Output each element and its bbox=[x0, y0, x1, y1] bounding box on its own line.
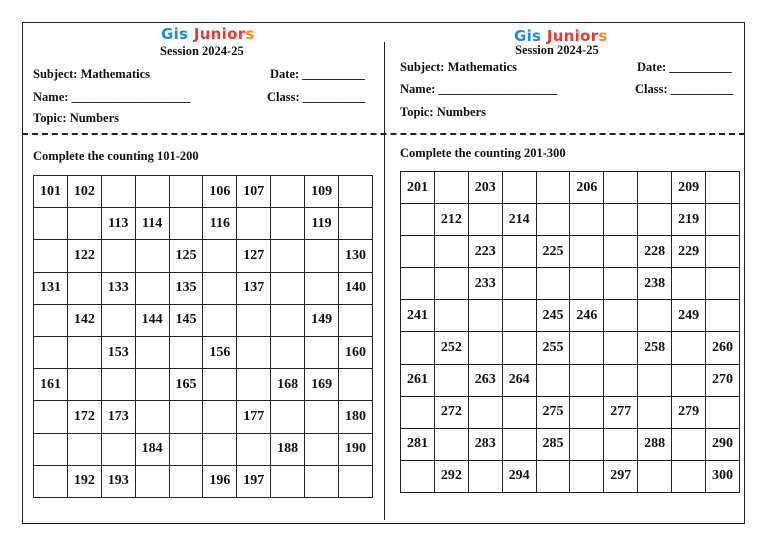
number-cell: 297 bbox=[604, 460, 638, 492]
topic-label: Topic: Numbers bbox=[400, 105, 487, 119]
grid-row bbox=[34, 240, 373, 272]
blank-cell[interactable] bbox=[135, 240, 169, 272]
number-cell: 125 bbox=[169, 240, 203, 272]
number-cell: 131 bbox=[34, 272, 68, 304]
blank-cell[interactable] bbox=[570, 204, 604, 236]
blank-cell[interactable] bbox=[271, 208, 305, 240]
blank-cell[interactable] bbox=[536, 172, 570, 204]
blank-cell[interactable] bbox=[67, 208, 101, 240]
blank-cell[interactable] bbox=[604, 268, 638, 300]
number-cell: 130 bbox=[339, 240, 373, 272]
number-cell: 140 bbox=[339, 272, 373, 304]
blank-cell[interactable] bbox=[339, 304, 373, 336]
blank-cell[interactable] bbox=[305, 465, 339, 497]
blank-cell[interactable] bbox=[135, 272, 169, 304]
number-cell: 219 bbox=[672, 204, 706, 236]
blank-cell[interactable] bbox=[434, 428, 468, 460]
blank-cell[interactable] bbox=[468, 396, 502, 428]
blank-cell[interactable] bbox=[305, 401, 339, 433]
number-cell: 180 bbox=[339, 401, 373, 433]
blank-cell[interactable] bbox=[638, 396, 672, 428]
blank-cell[interactable] bbox=[237, 369, 271, 401]
number-cell: 169 bbox=[305, 369, 339, 401]
blank-cell[interactable] bbox=[339, 465, 373, 497]
blank-cell[interactable] bbox=[638, 172, 672, 204]
grid-row bbox=[401, 268, 740, 300]
number-cell: 101 bbox=[34, 176, 68, 208]
grid-row bbox=[401, 172, 740, 204]
school-logo: Gis Juniors bbox=[514, 27, 608, 45]
name-field: Name: ___________________ bbox=[33, 90, 191, 104]
class-field: Class: __________ bbox=[267, 90, 366, 104]
number-cell: 252 bbox=[434, 332, 468, 364]
number-cell: 107 bbox=[237, 176, 271, 208]
number-cell: 270 bbox=[706, 364, 740, 396]
number-cell: 153 bbox=[101, 336, 135, 368]
number-cell: 113 bbox=[101, 208, 135, 240]
grid-row bbox=[401, 364, 740, 396]
number-cell: 260 bbox=[706, 332, 740, 364]
number-cell: 238 bbox=[638, 268, 672, 300]
blank-cell[interactable] bbox=[570, 268, 604, 300]
number-cell: 272 bbox=[434, 396, 468, 428]
blank-cell[interactable] bbox=[434, 364, 468, 396]
blank-cell[interactable] bbox=[203, 433, 237, 465]
blank-cell[interactable] bbox=[67, 272, 101, 304]
number-cell: 172 bbox=[67, 401, 101, 433]
blank-cell[interactable] bbox=[34, 336, 68, 368]
blank-cell[interactable] bbox=[34, 465, 68, 497]
blank-cell[interactable] bbox=[271, 336, 305, 368]
blank-cell[interactable] bbox=[203, 272, 237, 304]
number-cell: 300 bbox=[706, 460, 740, 492]
number-cell: 209 bbox=[672, 172, 706, 204]
blank-cell[interactable] bbox=[536, 204, 570, 236]
blank-cell[interactable] bbox=[34, 401, 68, 433]
blank-cell[interactable] bbox=[203, 240, 237, 272]
number-cell: 279 bbox=[672, 396, 706, 428]
blank-cell[interactable] bbox=[502, 300, 536, 332]
counting-grid-101-200 bbox=[33, 175, 373, 498]
number-cell: 116 bbox=[203, 208, 237, 240]
number-cell: 184 bbox=[135, 433, 169, 465]
blank-cell[interactable] bbox=[203, 401, 237, 433]
blank-cell[interactable] bbox=[570, 364, 604, 396]
number-cell: 173 bbox=[101, 401, 135, 433]
grid-row bbox=[34, 272, 373, 304]
grid-row bbox=[401, 332, 740, 364]
blank-cell[interactable] bbox=[339, 369, 373, 401]
blank-cell[interactable] bbox=[67, 336, 101, 368]
number-cell: 283 bbox=[468, 428, 502, 460]
number-cell: 225 bbox=[536, 236, 570, 268]
blank-cell[interactable] bbox=[604, 364, 638, 396]
blank-cell[interactable] bbox=[638, 300, 672, 332]
number-cell: 109 bbox=[305, 176, 339, 208]
blank-cell[interactable] bbox=[536, 268, 570, 300]
blank-cell[interactable] bbox=[401, 396, 435, 428]
session-label: Session 2024-25 bbox=[515, 43, 599, 57]
number-cell: 264 bbox=[502, 364, 536, 396]
number-cell: 214 bbox=[502, 204, 536, 236]
blank-cell[interactable] bbox=[339, 208, 373, 240]
number-cell: 144 bbox=[135, 304, 169, 336]
blank-cell[interactable] bbox=[237, 336, 271, 368]
number-cell: 223 bbox=[468, 236, 502, 268]
number-cell: 145 bbox=[169, 304, 203, 336]
number-cell: 290 bbox=[706, 428, 740, 460]
blank-cell[interactable] bbox=[67, 433, 101, 465]
number-cell: 201 bbox=[401, 172, 435, 204]
blank-cell[interactable] bbox=[271, 176, 305, 208]
blank-cell[interactable] bbox=[672, 428, 706, 460]
blank-cell[interactable] bbox=[135, 336, 169, 368]
session-label: Session 2024-25 bbox=[160, 44, 244, 58]
blank-cell[interactable] bbox=[502, 268, 536, 300]
blank-cell[interactable] bbox=[706, 300, 740, 332]
blank-cell[interactable] bbox=[672, 332, 706, 364]
number-cell: 261 bbox=[401, 364, 435, 396]
blank-cell[interactable] bbox=[536, 460, 570, 492]
blank-cell[interactable] bbox=[34, 304, 68, 336]
number-cell: 258 bbox=[638, 332, 672, 364]
number-cell: 294 bbox=[502, 460, 536, 492]
number-cell: 246 bbox=[570, 300, 604, 332]
blank-cell[interactable] bbox=[502, 172, 536, 204]
number-cell: 168 bbox=[271, 369, 305, 401]
blank-cell[interactable] bbox=[237, 208, 271, 240]
blank-cell[interactable] bbox=[237, 304, 271, 336]
number-cell: 192 bbox=[67, 465, 101, 497]
grid-row bbox=[34, 208, 373, 240]
blank-cell[interactable] bbox=[401, 460, 435, 492]
blank-cell[interactable] bbox=[570, 428, 604, 460]
blank-cell[interactable] bbox=[706, 172, 740, 204]
blank-cell[interactable] bbox=[672, 460, 706, 492]
number-cell: 119 bbox=[305, 208, 339, 240]
blank-cell[interactable] bbox=[169, 336, 203, 368]
grid-row bbox=[34, 433, 373, 465]
blank-cell[interactable] bbox=[468, 300, 502, 332]
blank-cell[interactable] bbox=[135, 369, 169, 401]
blank-cell[interactable] bbox=[305, 272, 339, 304]
grid-row bbox=[401, 236, 740, 268]
blank-cell[interactable] bbox=[34, 240, 68, 272]
blank-cell[interactable] bbox=[339, 176, 373, 208]
blank-cell[interactable] bbox=[101, 176, 135, 208]
blank-cell[interactable] bbox=[34, 208, 68, 240]
number-cell: 263 bbox=[468, 364, 502, 396]
dashed-cut-line bbox=[22, 133, 745, 135]
blank-cell[interactable] bbox=[401, 236, 435, 268]
blank-cell[interactable] bbox=[570, 460, 604, 492]
blank-cell[interactable] bbox=[305, 240, 339, 272]
blank-cell[interactable] bbox=[434, 172, 468, 204]
blank-cell[interactable] bbox=[604, 428, 638, 460]
number-cell: 193 bbox=[101, 465, 135, 497]
number-cell: 285 bbox=[536, 428, 570, 460]
number-cell: 288 bbox=[638, 428, 672, 460]
blank-cell[interactable] bbox=[502, 332, 536, 364]
blank-cell[interactable] bbox=[34, 433, 68, 465]
number-cell: 133 bbox=[101, 272, 135, 304]
blank-cell[interactable] bbox=[604, 332, 638, 364]
number-cell: 197 bbox=[237, 465, 271, 497]
blank-cell[interactable] bbox=[502, 428, 536, 460]
date-field: Date: __________ bbox=[637, 60, 732, 74]
subject-label: Subject: Mathematics bbox=[400, 60, 517, 74]
number-cell: 142 bbox=[67, 304, 101, 336]
grid-row bbox=[401, 300, 740, 332]
blank-cell[interactable] bbox=[305, 336, 339, 368]
blank-cell[interactable] bbox=[434, 300, 468, 332]
counting-grid-201-300 bbox=[400, 171, 740, 493]
number-cell: 277 bbox=[604, 396, 638, 428]
blank-cell[interactable] bbox=[67, 369, 101, 401]
date-field: Date: __________ bbox=[270, 67, 365, 81]
number-cell: 188 bbox=[271, 433, 305, 465]
number-cell: 196 bbox=[203, 465, 237, 497]
number-cell: 203 bbox=[468, 172, 502, 204]
number-cell: 161 bbox=[34, 369, 68, 401]
blank-cell[interactable] bbox=[570, 236, 604, 268]
school-logo: Gis Juniors bbox=[161, 25, 255, 43]
blank-cell[interactable] bbox=[169, 433, 203, 465]
number-cell: 137 bbox=[237, 272, 271, 304]
blank-cell[interactable] bbox=[468, 204, 502, 236]
number-cell: 233 bbox=[468, 268, 502, 300]
number-cell: 292 bbox=[434, 460, 468, 492]
blank-cell[interactable] bbox=[203, 304, 237, 336]
blank-cell[interactable] bbox=[169, 208, 203, 240]
blank-cell[interactable] bbox=[706, 396, 740, 428]
blank-cell[interactable] bbox=[271, 272, 305, 304]
blank-cell[interactable] bbox=[203, 369, 237, 401]
number-cell: 156 bbox=[203, 336, 237, 368]
number-cell: 281 bbox=[401, 428, 435, 460]
grid-row bbox=[401, 428, 740, 460]
grid-row bbox=[34, 176, 373, 208]
grid-row bbox=[34, 369, 373, 401]
blank-cell[interactable] bbox=[135, 176, 169, 208]
number-cell: 275 bbox=[536, 396, 570, 428]
blank-cell[interactable] bbox=[237, 433, 271, 465]
blank-cell[interactable] bbox=[135, 401, 169, 433]
grid-row bbox=[34, 401, 373, 433]
blank-cell[interactable] bbox=[271, 465, 305, 497]
blank-cell[interactable] bbox=[706, 236, 740, 268]
name-field: Name: ___________________ bbox=[400, 82, 558, 96]
number-cell: 255 bbox=[536, 332, 570, 364]
class-field: Class: __________ bbox=[635, 82, 734, 96]
blank-cell[interactable] bbox=[604, 204, 638, 236]
blank-cell[interactable] bbox=[101, 240, 135, 272]
number-cell: 149 bbox=[305, 304, 339, 336]
task-instruction: Complete the counting 101-200 bbox=[33, 149, 199, 163]
number-cell: 245 bbox=[536, 300, 570, 332]
number-cell: 228 bbox=[638, 236, 672, 268]
number-cell: 206 bbox=[570, 172, 604, 204]
grid-row bbox=[34, 465, 373, 497]
blank-cell[interactable] bbox=[570, 396, 604, 428]
blank-cell[interactable] bbox=[638, 364, 672, 396]
number-cell: 106 bbox=[203, 176, 237, 208]
number-cell: 241 bbox=[401, 300, 435, 332]
number-cell: 165 bbox=[169, 369, 203, 401]
blank-cell[interactable] bbox=[536, 364, 570, 396]
blank-cell[interactable] bbox=[101, 433, 135, 465]
blank-cell[interactable] bbox=[672, 268, 706, 300]
number-cell: 190 bbox=[339, 433, 373, 465]
blank-cell[interactable] bbox=[169, 401, 203, 433]
blank-cell[interactable] bbox=[271, 304, 305, 336]
blank-cell[interactable] bbox=[401, 268, 435, 300]
topic-label: Topic: Numbers bbox=[33, 111, 120, 125]
grid-row bbox=[401, 460, 740, 492]
task-instruction: Complete the counting 201-300 bbox=[400, 146, 566, 160]
subject-label: Subject: Mathematics bbox=[33, 67, 150, 81]
grid-row bbox=[34, 304, 373, 336]
blank-cell[interactable] bbox=[169, 465, 203, 497]
blank-cell[interactable] bbox=[271, 401, 305, 433]
blank-cell[interactable] bbox=[468, 332, 502, 364]
blank-cell[interactable] bbox=[706, 204, 740, 236]
vertical-divider bbox=[384, 42, 385, 520]
blank-cell[interactable] bbox=[502, 396, 536, 428]
number-cell: 114 bbox=[135, 208, 169, 240]
number-cell: 122 bbox=[67, 240, 101, 272]
blank-cell[interactable] bbox=[604, 300, 638, 332]
blank-cell[interactable] bbox=[434, 236, 468, 268]
number-cell: 127 bbox=[237, 240, 271, 272]
blank-cell[interactable] bbox=[401, 332, 435, 364]
blank-cell[interactable] bbox=[305, 433, 339, 465]
blank-cell[interactable] bbox=[271, 240, 305, 272]
blank-cell[interactable] bbox=[570, 332, 604, 364]
number-cell: 102 bbox=[67, 176, 101, 208]
number-cell: 177 bbox=[237, 401, 271, 433]
blank-cell[interactable] bbox=[101, 369, 135, 401]
blank-cell[interactable] bbox=[604, 236, 638, 268]
blank-cell[interactable] bbox=[101, 304, 135, 336]
blank-cell[interactable] bbox=[638, 204, 672, 236]
blank-cell[interactable] bbox=[604, 172, 638, 204]
grid-row bbox=[401, 204, 740, 236]
blank-cell[interactable] bbox=[502, 236, 536, 268]
blank-cell[interactable] bbox=[434, 268, 468, 300]
blank-cell[interactable] bbox=[401, 204, 435, 236]
blank-cell[interactable] bbox=[169, 176, 203, 208]
blank-cell[interactable] bbox=[672, 364, 706, 396]
blank-cell[interactable] bbox=[135, 465, 169, 497]
number-cell: 212 bbox=[434, 204, 468, 236]
number-cell: 160 bbox=[339, 336, 373, 368]
blank-cell[interactable] bbox=[638, 460, 672, 492]
grid-row bbox=[401, 396, 740, 428]
blank-cell[interactable] bbox=[706, 268, 740, 300]
number-cell: 135 bbox=[169, 272, 203, 304]
blank-cell[interactable] bbox=[468, 460, 502, 492]
number-cell: 229 bbox=[672, 236, 706, 268]
grid-row bbox=[34, 336, 373, 368]
number-cell: 249 bbox=[672, 300, 706, 332]
